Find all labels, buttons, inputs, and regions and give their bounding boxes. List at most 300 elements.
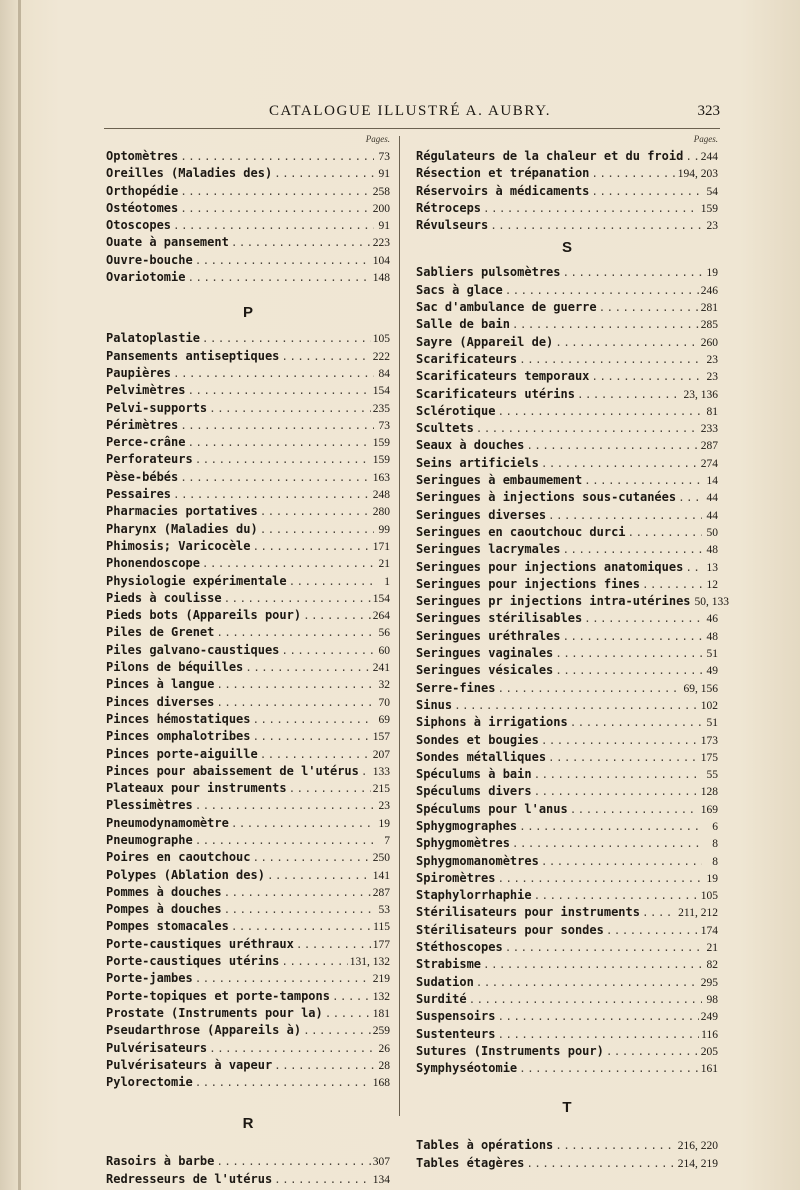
- index-entry: [106, 1057, 390, 1074]
- dot-leader: [548, 749, 699, 766]
- entry-page: 23: [706, 371, 718, 384]
- index-entry: [106, 486, 390, 503]
- index-entry: [106, 538, 390, 555]
- dot-leader: [180, 200, 371, 217]
- dot-leader: [231, 815, 374, 832]
- entry-name: Stérilisateurs pour instruments: [416, 905, 640, 920]
- entry-name: Seaux à douches: [416, 438, 525, 453]
- entry-name: Sacs à glace: [416, 282, 503, 297]
- entry-page: 6: [712, 820, 718, 833]
- entry-name: Poires en caoutchouc: [106, 850, 251, 865]
- section-letter-p: P: [242, 304, 253, 322]
- dot-leader: [497, 403, 702, 420]
- dot-leader: [260, 521, 374, 538]
- entry-page: 19: [378, 817, 390, 830]
- index-entry: [106, 763, 390, 780]
- entry-page: 105: [700, 890, 718, 903]
- entry-name: Sayre (Appareil de): [416, 334, 554, 349]
- entry-page: 169: [700, 803, 718, 816]
- entry-name: Sondes métalliques: [416, 749, 547, 764]
- dot-leader: [216, 694, 374, 711]
- entry-page: 159: [372, 454, 390, 467]
- index-entry: [416, 680, 718, 697]
- entry-name: Résection et trépanation: [416, 166, 590, 181]
- entry-name: Pinces diverses: [106, 694, 215, 709]
- entry-name: Révulseurs: [416, 218, 489, 233]
- dot-leader: [267, 867, 371, 884]
- entry-page: 159: [700, 202, 718, 215]
- dot-leader: [195, 970, 371, 987]
- entry-name: Seringues lacrymales: [416, 542, 561, 557]
- dot-leader: [325, 1005, 371, 1022]
- index-entry: [106, 624, 390, 641]
- dot-leader: [497, 1026, 699, 1043]
- entry-name: Sondes et bougies: [416, 732, 539, 747]
- dot-leader: [274, 165, 374, 182]
- entry-name: Prostate (Instruments pour la): [106, 1005, 323, 1020]
- entry-page: 46: [706, 613, 718, 626]
- entry-page: 73: [378, 151, 390, 163]
- dot-leader: [555, 334, 698, 351]
- entry-page: 69, 156: [683, 682, 718, 695]
- dot-leader: [173, 486, 371, 503]
- entry-page: 148: [372, 272, 390, 285]
- dot-leader: [555, 645, 702, 662]
- entry-name: Sclérotique: [416, 403, 496, 418]
- right-column: [416, 134, 730, 1172]
- entry-page: 91: [378, 220, 390, 233]
- dot-leader: [541, 853, 702, 870]
- entry-page: 116: [701, 1028, 718, 1041]
- entry-name: Seringues stérilisables: [416, 611, 583, 626]
- index-entry: [416, 217, 718, 234]
- dot-leader: [497, 870, 702, 887]
- index-entry: [416, 749, 718, 766]
- entry-name: Pelvimètres: [106, 383, 186, 398]
- index-entry: [106, 148, 390, 165]
- entry-name: Pompes à douches: [106, 902, 222, 917]
- index-entry: [106, 1074, 390, 1091]
- entry-page: 104: [372, 254, 390, 267]
- dot-leader: [505, 282, 699, 299]
- entry-name: Stéthoscopes: [416, 940, 503, 955]
- entry-page: 91: [378, 168, 390, 181]
- index-entry: [416, 974, 718, 991]
- index-entry: [106, 970, 390, 987]
- index-entry: [416, 645, 718, 662]
- entry-name: Phimosis; Varicocèle: [106, 538, 251, 553]
- index-entry: [106, 1005, 390, 1022]
- entry-page: 154: [372, 592, 390, 605]
- entry-name: Spéculums divers: [416, 784, 532, 799]
- dot-leader: [555, 662, 702, 679]
- index-entry: [106, 694, 390, 711]
- dot-leader: [173, 365, 374, 382]
- dot-leader: [526, 1155, 675, 1172]
- pages-label: Pages.: [365, 134, 390, 144]
- dot-leader: [224, 590, 371, 607]
- dot-leader: [642, 576, 702, 593]
- entry-page: 12: [706, 578, 718, 591]
- left-column: [106, 134, 390, 1188]
- index-entry: [106, 573, 390, 590]
- entry-page: 44: [706, 509, 718, 522]
- entry-name: Pieds à coulisse: [106, 590, 222, 605]
- entry-page: 307: [372, 1156, 390, 1169]
- entry-page: 98: [706, 993, 718, 1006]
- entry-name: Optomètres: [106, 149, 179, 163]
- entry-page: 23: [706, 353, 718, 366]
- entry-name: Pneumographe: [106, 832, 193, 847]
- entry-name: Sphygmomètres: [416, 836, 510, 851]
- dot-leader: [253, 711, 375, 728]
- pages-label: Pages.: [693, 134, 718, 144]
- entry-name: Spéculums pour l'anus: [416, 801, 568, 816]
- index-entry: [416, 368, 718, 385]
- index-entry: [106, 642, 390, 659]
- dot-leader: [195, 252, 371, 269]
- entry-page: 211, 212: [678, 907, 718, 920]
- index-entry: [416, 264, 718, 281]
- entry-page: 246: [700, 284, 718, 297]
- entry-name: Tables étagères: [416, 1155, 525, 1170]
- dot-leader: [281, 953, 347, 970]
- dot-leader: [253, 728, 371, 745]
- entry-name: Pansements antiseptiques: [106, 348, 280, 363]
- entry-page: 248: [372, 489, 390, 502]
- entry-name: Palatoplastie: [106, 331, 200, 346]
- index-entry: [106, 348, 390, 365]
- dot-leader: [180, 183, 371, 200]
- index-entry: [106, 711, 390, 728]
- index-group-t: [416, 1137, 718, 1172]
- entry-page: 8: [712, 855, 718, 868]
- index-entry: [416, 1043, 718, 1060]
- entry-name: Porte-caustiques utérins: [106, 954, 280, 969]
- dot-leader: [570, 801, 699, 818]
- entry-name: Pieds bots (Appareils pour): [106, 608, 302, 623]
- dot-leader: [591, 368, 702, 385]
- index-entry: [106, 659, 390, 676]
- entry-page: 131, 132: [349, 956, 390, 969]
- index-entry: [106, 365, 390, 382]
- entry-name: Rétroceps: [416, 200, 482, 215]
- entry-name: Surdité: [416, 991, 467, 1006]
- entry-page: 132: [372, 990, 390, 1003]
- entry-name: Pulvérisateurs: [106, 1040, 208, 1055]
- index-entry: [106, 676, 390, 693]
- index-entry: [416, 835, 718, 852]
- dot-leader: [209, 400, 371, 417]
- dot-leader: [303, 607, 371, 624]
- entry-name: Paupières: [106, 365, 172, 380]
- dot-leader: [216, 676, 374, 693]
- entry-name: Strabisme: [416, 957, 482, 972]
- index-entry: [416, 697, 718, 714]
- entry-name: Piles galvano-caustiques: [106, 642, 280, 657]
- entry-name: Scarificateurs temporaux: [416, 369, 590, 384]
- entry-page: 50: [706, 526, 718, 539]
- entry-name: Sabliers pulsomètres: [416, 265, 561, 280]
- entry-name: Pèse-bébés: [106, 469, 179, 484]
- entry-name: Redresseurs de l'utérus: [106, 1171, 273, 1186]
- index-entry: [106, 434, 390, 451]
- entry-page: 207: [372, 748, 390, 761]
- index-entry: [416, 801, 718, 818]
- entry-page: 133: [372, 765, 390, 778]
- entry-page: 7: [384, 834, 390, 847]
- index-entry: [416, 732, 718, 749]
- index-entry: [106, 867, 390, 884]
- dot-leader: [512, 835, 702, 852]
- index-entry: [416, 714, 718, 731]
- index-entry: [416, 870, 718, 887]
- index-entry: [106, 234, 390, 251]
- entry-page: 70: [378, 696, 390, 709]
- entry-name: Seringues à embaumement: [416, 473, 583, 488]
- index-entry: [416, 403, 718, 420]
- entry-page: 8: [712, 838, 718, 851]
- dot-leader: [187, 269, 370, 286]
- index-entry: [106, 417, 390, 434]
- dot-leader: [180, 148, 374, 165]
- index-entry: [416, 351, 718, 368]
- dot-leader: [180, 469, 371, 486]
- index-entry: [106, 936, 390, 953]
- entry-name: Scarificateurs utérins: [416, 386, 575, 401]
- index-group-p: [106, 330, 390, 1091]
- index-entry: [106, 269, 390, 286]
- index-entry: [416, 853, 718, 870]
- entry-page: 274: [700, 457, 718, 470]
- entry-page: 69: [378, 713, 390, 726]
- index-group-r-cont: [416, 148, 718, 234]
- dot-leader: [577, 386, 682, 403]
- entry-name: Seringues vaginales: [416, 646, 554, 661]
- entry-name: Seringues vésicales: [416, 663, 554, 678]
- index-entry: [416, 316, 718, 333]
- dot-leader: [454, 697, 699, 714]
- entry-page: 51: [706, 648, 718, 661]
- entry-page: 264: [372, 610, 390, 623]
- index-entry: [106, 165, 390, 182]
- index-entry: [416, 299, 718, 316]
- entry-page: 181: [372, 1007, 390, 1020]
- index-entry: [106, 469, 390, 486]
- dot-leader: [534, 783, 699, 800]
- entry-name: Porte-caustiques uréthraux: [106, 936, 294, 951]
- entry-page: 159: [372, 437, 390, 450]
- page-binding-edge: [18, 0, 21, 1190]
- index-entry: [416, 165, 718, 182]
- entry-page: 1: [384, 575, 390, 588]
- index-entry: [106, 400, 390, 417]
- entry-name: Ouate à pansement: [106, 235, 229, 250]
- dot-leader: [570, 714, 702, 731]
- index-entry: [416, 489, 718, 506]
- entry-page: 244: [700, 151, 718, 163]
- entry-name: Pilons de béquilles: [106, 660, 244, 675]
- entry-page: 219: [372, 973, 390, 986]
- index-entry: [416, 1137, 718, 1154]
- entry-name: Seins artificiels: [416, 455, 539, 470]
- entry-page: 19: [706, 872, 718, 885]
- index-entry: [416, 922, 718, 939]
- index-entry: [416, 956, 718, 973]
- index-entry: [416, 559, 718, 576]
- entry-page: 285: [700, 319, 718, 332]
- entry-name: Rasoirs à barbe: [106, 1154, 215, 1169]
- page-number: 323: [697, 103, 720, 119]
- dot-leader: [296, 936, 371, 953]
- index-entry: [106, 780, 390, 797]
- entry-page: 84: [378, 367, 390, 380]
- dot-leader: [606, 922, 699, 939]
- entry-page: 216, 220: [677, 1140, 718, 1153]
- index-entry: [106, 1022, 390, 1039]
- page-header: [100, 103, 720, 125]
- index-entry: [416, 386, 718, 403]
- dot-leader: [195, 797, 374, 814]
- page-title: CATALOGUE ILLUSTRÉ A. AUBRY.: [268, 103, 552, 119]
- entry-name: Pinces omphalotribes: [106, 729, 251, 744]
- entry-name: Pinces hémostatiques: [106, 711, 251, 726]
- dot-leader: [483, 200, 699, 217]
- entry-page: 171: [372, 540, 390, 553]
- entry-name: Staphylorrhaphie: [416, 888, 532, 903]
- entry-page: 23, 136: [683, 388, 718, 401]
- dot-leader: [685, 148, 698, 165]
- entry-name: Sphygmographes: [416, 818, 518, 833]
- index-entry: [106, 884, 390, 901]
- entry-name: Pinces à langue: [106, 677, 215, 692]
- entry-name: Piles de Grenet: [106, 625, 215, 640]
- entry-name: Perforateurs: [106, 452, 193, 467]
- dot-leader: [202, 330, 371, 347]
- entry-page: 258: [372, 185, 390, 198]
- entry-name: Seringues diverses: [416, 507, 547, 522]
- dot-leader: [187, 382, 370, 399]
- dot-leader: [224, 884, 371, 901]
- dot-leader: [505, 939, 702, 956]
- entry-page: 28: [378, 1059, 390, 1072]
- index-entry: [106, 746, 390, 763]
- entry-page: 54: [706, 185, 718, 198]
- dot-leader: [180, 417, 374, 434]
- dot-leader: [281, 348, 370, 365]
- entry-page: 128: [700, 786, 718, 799]
- dot-leader: [303, 1022, 371, 1039]
- entry-name: Pelvi-supports: [106, 400, 208, 415]
- entry-page: 32: [378, 679, 390, 692]
- entry-page: 177: [372, 938, 390, 951]
- index-entry: [106, 555, 390, 572]
- index-entry: [416, 991, 718, 1008]
- dot-leader: [361, 763, 371, 780]
- entry-name: Scultets: [416, 421, 474, 436]
- dot-leader: [534, 887, 699, 904]
- index-entry: [416, 437, 718, 454]
- entry-page: 105: [372, 333, 390, 346]
- dot-leader: [253, 538, 371, 555]
- dot-leader: [541, 732, 699, 749]
- entry-name: Spéculums à bain: [416, 767, 532, 782]
- index-entry: [416, 200, 718, 217]
- entry-page: 281: [700, 302, 718, 315]
- entry-name: Otoscopes: [106, 218, 172, 233]
- dot-leader: [231, 918, 371, 935]
- entry-name: Pylorectomie: [106, 1075, 193, 1090]
- entry-name: Seringues pour injections fines: [416, 576, 640, 591]
- dot-leader: [628, 524, 702, 541]
- entry-page: 194, 203: [677, 168, 718, 181]
- index-entry: [106, 728, 390, 745]
- entry-page: 19: [706, 267, 718, 280]
- entry-name: Périmètres: [106, 417, 179, 432]
- index-entry: [416, 1008, 718, 1025]
- dot-leader: [173, 217, 374, 234]
- index-entry: [106, 1171, 390, 1188]
- dot-leader: [289, 780, 371, 797]
- entry-page: 200: [372, 202, 390, 215]
- dot-leader: [476, 974, 699, 991]
- entry-name: Suspensoirs: [416, 1009, 496, 1024]
- entry-name: Seringues en caoutchouc durci: [416, 524, 626, 539]
- index-entry: [416, 334, 718, 351]
- section-letter-t: T: [562, 1099, 572, 1117]
- entry-name: Pompes stomacales: [106, 919, 229, 934]
- entry-page: 295: [700, 976, 718, 989]
- dot-leader: [555, 1137, 675, 1154]
- entry-page: 50, 133: [694, 596, 730, 609]
- index-entry: [416, 1026, 718, 1043]
- index-entry: [416, 420, 718, 437]
- index-entry: [416, 1060, 718, 1077]
- entry-name: Polypes (Ablation des): [106, 867, 265, 882]
- index-entry: [416, 183, 718, 200]
- dot-leader: [281, 642, 374, 659]
- index-entry: [416, 628, 718, 645]
- index-entry: [416, 148, 718, 165]
- entry-name: Scarificateurs: [416, 351, 518, 366]
- dot-leader: [599, 299, 699, 316]
- index-entry: [416, 766, 718, 783]
- entry-name: Tables à opérations: [416, 1138, 554, 1153]
- dot-leader: [332, 988, 371, 1005]
- dot-leader: [476, 420, 699, 437]
- index-entry: [106, 503, 390, 520]
- entry-name: Stérilisateurs pour sondes: [416, 922, 604, 937]
- entry-name: Salle de bain: [416, 317, 510, 332]
- index-entry: [106, 382, 390, 399]
- dot-leader: [195, 832, 374, 849]
- dot-leader: [216, 624, 374, 641]
- dot-leader: [224, 901, 374, 918]
- entry-page: 13: [706, 561, 718, 574]
- index-entry: [416, 887, 718, 904]
- entry-name: Spiromètres: [416, 870, 496, 885]
- index-entry: [416, 610, 718, 627]
- entry-page: 81: [706, 405, 718, 418]
- entry-name: Pinces pour abaissement de l'utérus: [106, 763, 359, 778]
- entry-name: Porte-topiques et porte-tampons: [106, 988, 330, 1003]
- entry-page: 163: [372, 471, 390, 484]
- entry-page: 115: [373, 921, 390, 934]
- index-entry: [416, 507, 718, 524]
- dot-leader: [490, 217, 702, 234]
- dot-leader: [202, 555, 374, 572]
- index-entry: [106, 521, 390, 538]
